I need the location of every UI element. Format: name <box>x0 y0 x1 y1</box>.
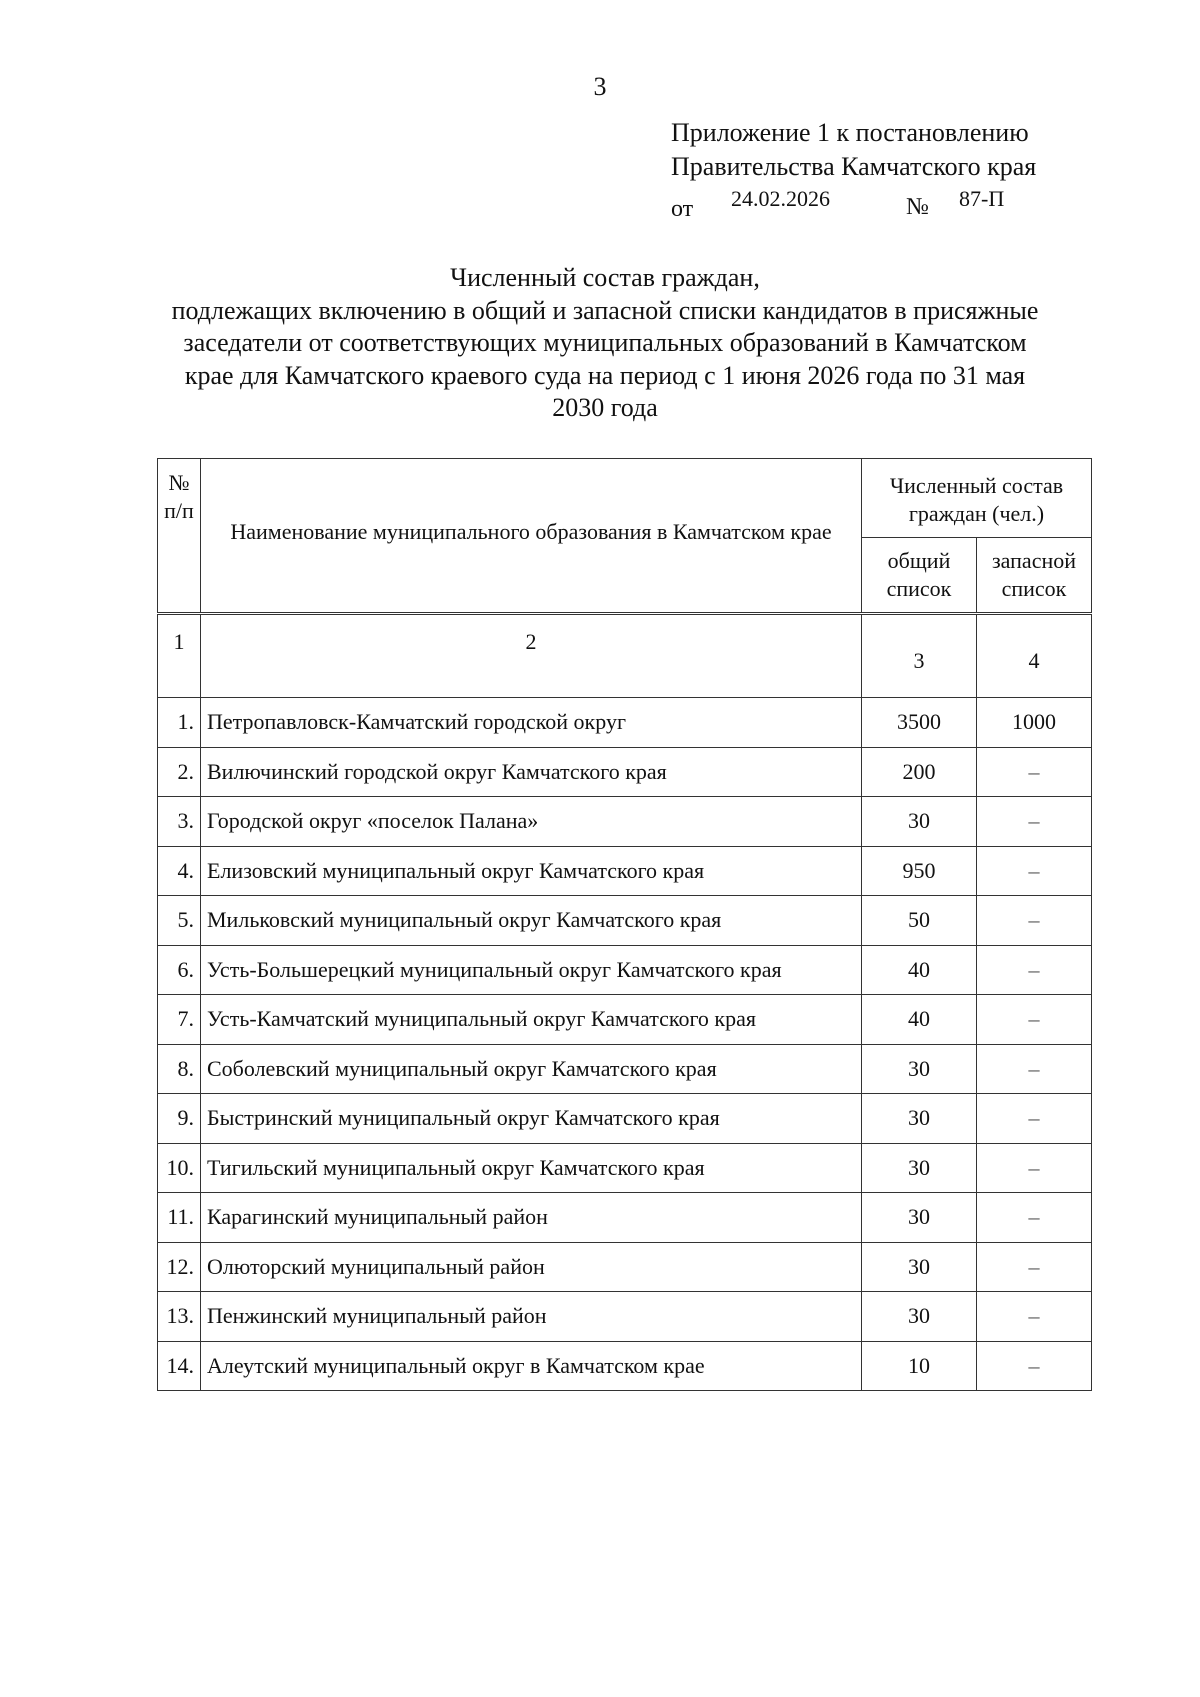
row-number: 12. <box>158 1242 201 1292</box>
municipality-name: Соболевский муниципальный округ Камчатского края <box>201 1044 862 1094</box>
from-label: от <box>671 196 694 222</box>
row-number: 11. <box>158 1193 201 1243</box>
table-row <box>158 1193 1092 1243</box>
reserve-list-count: – <box>977 1292 1092 1342</box>
header-count-text: Численный состав граждан (чел.) <box>889 473 1064 526</box>
general-list-count: 30 <box>862 1044 977 1094</box>
reserve-list-count: – <box>977 1143 1092 1193</box>
page-number: 3 <box>593 72 607 101</box>
column-number: 3 <box>862 614 977 698</box>
header-name <box>201 459 862 614</box>
appendix-line-2: Правительства Камчатского края <box>671 152 1037 181</box>
row-number: 10. <box>158 1143 201 1193</box>
general-list-count: 30 <box>862 1094 977 1144</box>
header-reserve <box>977 538 1092 614</box>
column-number: 2 <box>201 614 862 698</box>
reserve-list-count: – <box>977 1044 1092 1094</box>
municipality-name: Мильковский муниципальный округ Камчатского края <box>201 896 862 946</box>
header-general-text: общий список <box>886 548 952 601</box>
reserve-list-count: 1000 <box>977 698 1092 748</box>
row-number: 5. <box>158 896 201 946</box>
table-row <box>158 846 1092 896</box>
table-row <box>158 1341 1092 1391</box>
table-row <box>158 747 1092 797</box>
header-count <box>862 459 1092 538</box>
municipality-name: Елизовский муниципальный округ Камчатского края <box>201 846 862 896</box>
municipality-name: Петропавловск-Камчатский городской округ <box>201 698 862 748</box>
appendix-header <box>671 116 1037 222</box>
reserve-list-count: – <box>977 945 1092 995</box>
table-body <box>158 698 1092 1391</box>
row-number: 4. <box>158 846 201 896</box>
table-row <box>158 698 1092 748</box>
jurors-table <box>157 458 1092 1391</box>
municipality-name: Пенжинский муниципальный район <box>201 1292 862 1342</box>
table-row <box>158 1242 1092 1292</box>
row-number: 6. <box>158 945 201 995</box>
header-num-text: № п/п <box>164 470 194 523</box>
row-number: 8. <box>158 1044 201 1094</box>
row-number: 3. <box>158 797 201 847</box>
title-line: Численный состав граждан, <box>450 263 760 292</box>
number-label: № <box>906 194 929 220</box>
municipality-name: Городской округ «поселок Палана» <box>201 797 862 847</box>
general-list-count: 40 <box>862 945 977 995</box>
resolution-number: 87-П <box>959 186 1005 211</box>
column-number-row <box>158 614 1092 698</box>
header-name-text: Наименование муниципального образования в Камчатском крае <box>230 518 832 544</box>
column-number: 4 <box>977 614 1092 698</box>
reserve-list-count: – <box>977 747 1092 797</box>
header-num <box>158 459 201 614</box>
municipality-name: Карагинский муниципальный район <box>201 1193 862 1243</box>
municipality-name: Тигильский муниципальный округ Камчатского края <box>201 1143 862 1193</box>
row-number: 13. <box>158 1292 201 1342</box>
reserve-list-count: – <box>977 846 1092 896</box>
general-list-count: 950 <box>862 846 977 896</box>
row-number: 9. <box>158 1094 201 1144</box>
title-line: крае для Камчатского краевого суда на период с 1 июня 2026 года по 31 мая <box>184 360 1026 390</box>
table-row <box>158 1292 1092 1342</box>
general-list-count: 30 <box>862 1143 977 1193</box>
header-reserve-text: запасной список <box>991 548 1076 601</box>
title-line: 2030 года <box>552 393 658 422</box>
row-number: 7. <box>158 995 201 1045</box>
reserve-list-count: – <box>977 1341 1092 1391</box>
title-line: подлежащих включению в общий и запасной списки кандидатов в присяжные <box>171 295 1039 325</box>
row-number: 1. <box>158 698 201 748</box>
table-row <box>158 945 1092 995</box>
table-row <box>158 995 1092 1045</box>
reserve-list-count: – <box>977 1242 1092 1292</box>
general-list-count: 30 <box>862 1292 977 1342</box>
municipality-name: Алеутский муниципальный округ в Камчатском крае <box>201 1341 862 1391</box>
general-list-count: 200 <box>862 747 977 797</box>
appendix-line-1: Приложение 1 к постановлению <box>671 118 1029 147</box>
municipality-name: Усть-Камчатский муниципальный округ Камчатского края <box>201 995 862 1045</box>
header-general <box>862 538 977 614</box>
municipality-name: Усть-Большерецкий муниципальный округ Камчатского края <box>201 945 862 995</box>
table-row <box>158 1143 1092 1193</box>
appendix-date-line <box>671 184 1036 222</box>
title-line: заседатели от соответствующих муниципальных образований в Камчатском <box>183 328 1027 357</box>
table-row <box>158 1044 1092 1094</box>
reserve-list-count: – <box>977 797 1092 847</box>
document-title <box>140 262 1070 425</box>
row-number: 14. <box>158 1341 201 1391</box>
reserve-list-count: – <box>977 1094 1092 1144</box>
general-list-count: 10 <box>862 1341 977 1391</box>
municipality-name: Вилючинский городской округ Камчатского края <box>201 747 862 797</box>
row-number: 2. <box>158 747 201 797</box>
table-row <box>158 896 1092 946</box>
municipality-name: Быстринский муниципальный округ Камчатского края <box>201 1094 862 1144</box>
general-list-count: 30 <box>862 1193 977 1243</box>
reserve-list-count: – <box>977 995 1092 1045</box>
reserve-list-count: – <box>977 896 1092 946</box>
municipality-name: Олюторский муниципальный район <box>201 1242 862 1292</box>
table-row <box>158 797 1092 847</box>
general-list-count: 40 <box>862 995 977 1045</box>
reserve-list-count: – <box>977 1193 1092 1243</box>
table-row <box>158 1094 1092 1144</box>
general-list-count: 30 <box>862 797 977 847</box>
general-list-count: 30 <box>862 1242 977 1292</box>
column-number: 1 <box>158 614 201 698</box>
general-list-count: 50 <box>862 896 977 946</box>
resolution-date: 24.02.2026 <box>731 186 830 211</box>
general-list-count: 3500 <box>862 698 977 748</box>
